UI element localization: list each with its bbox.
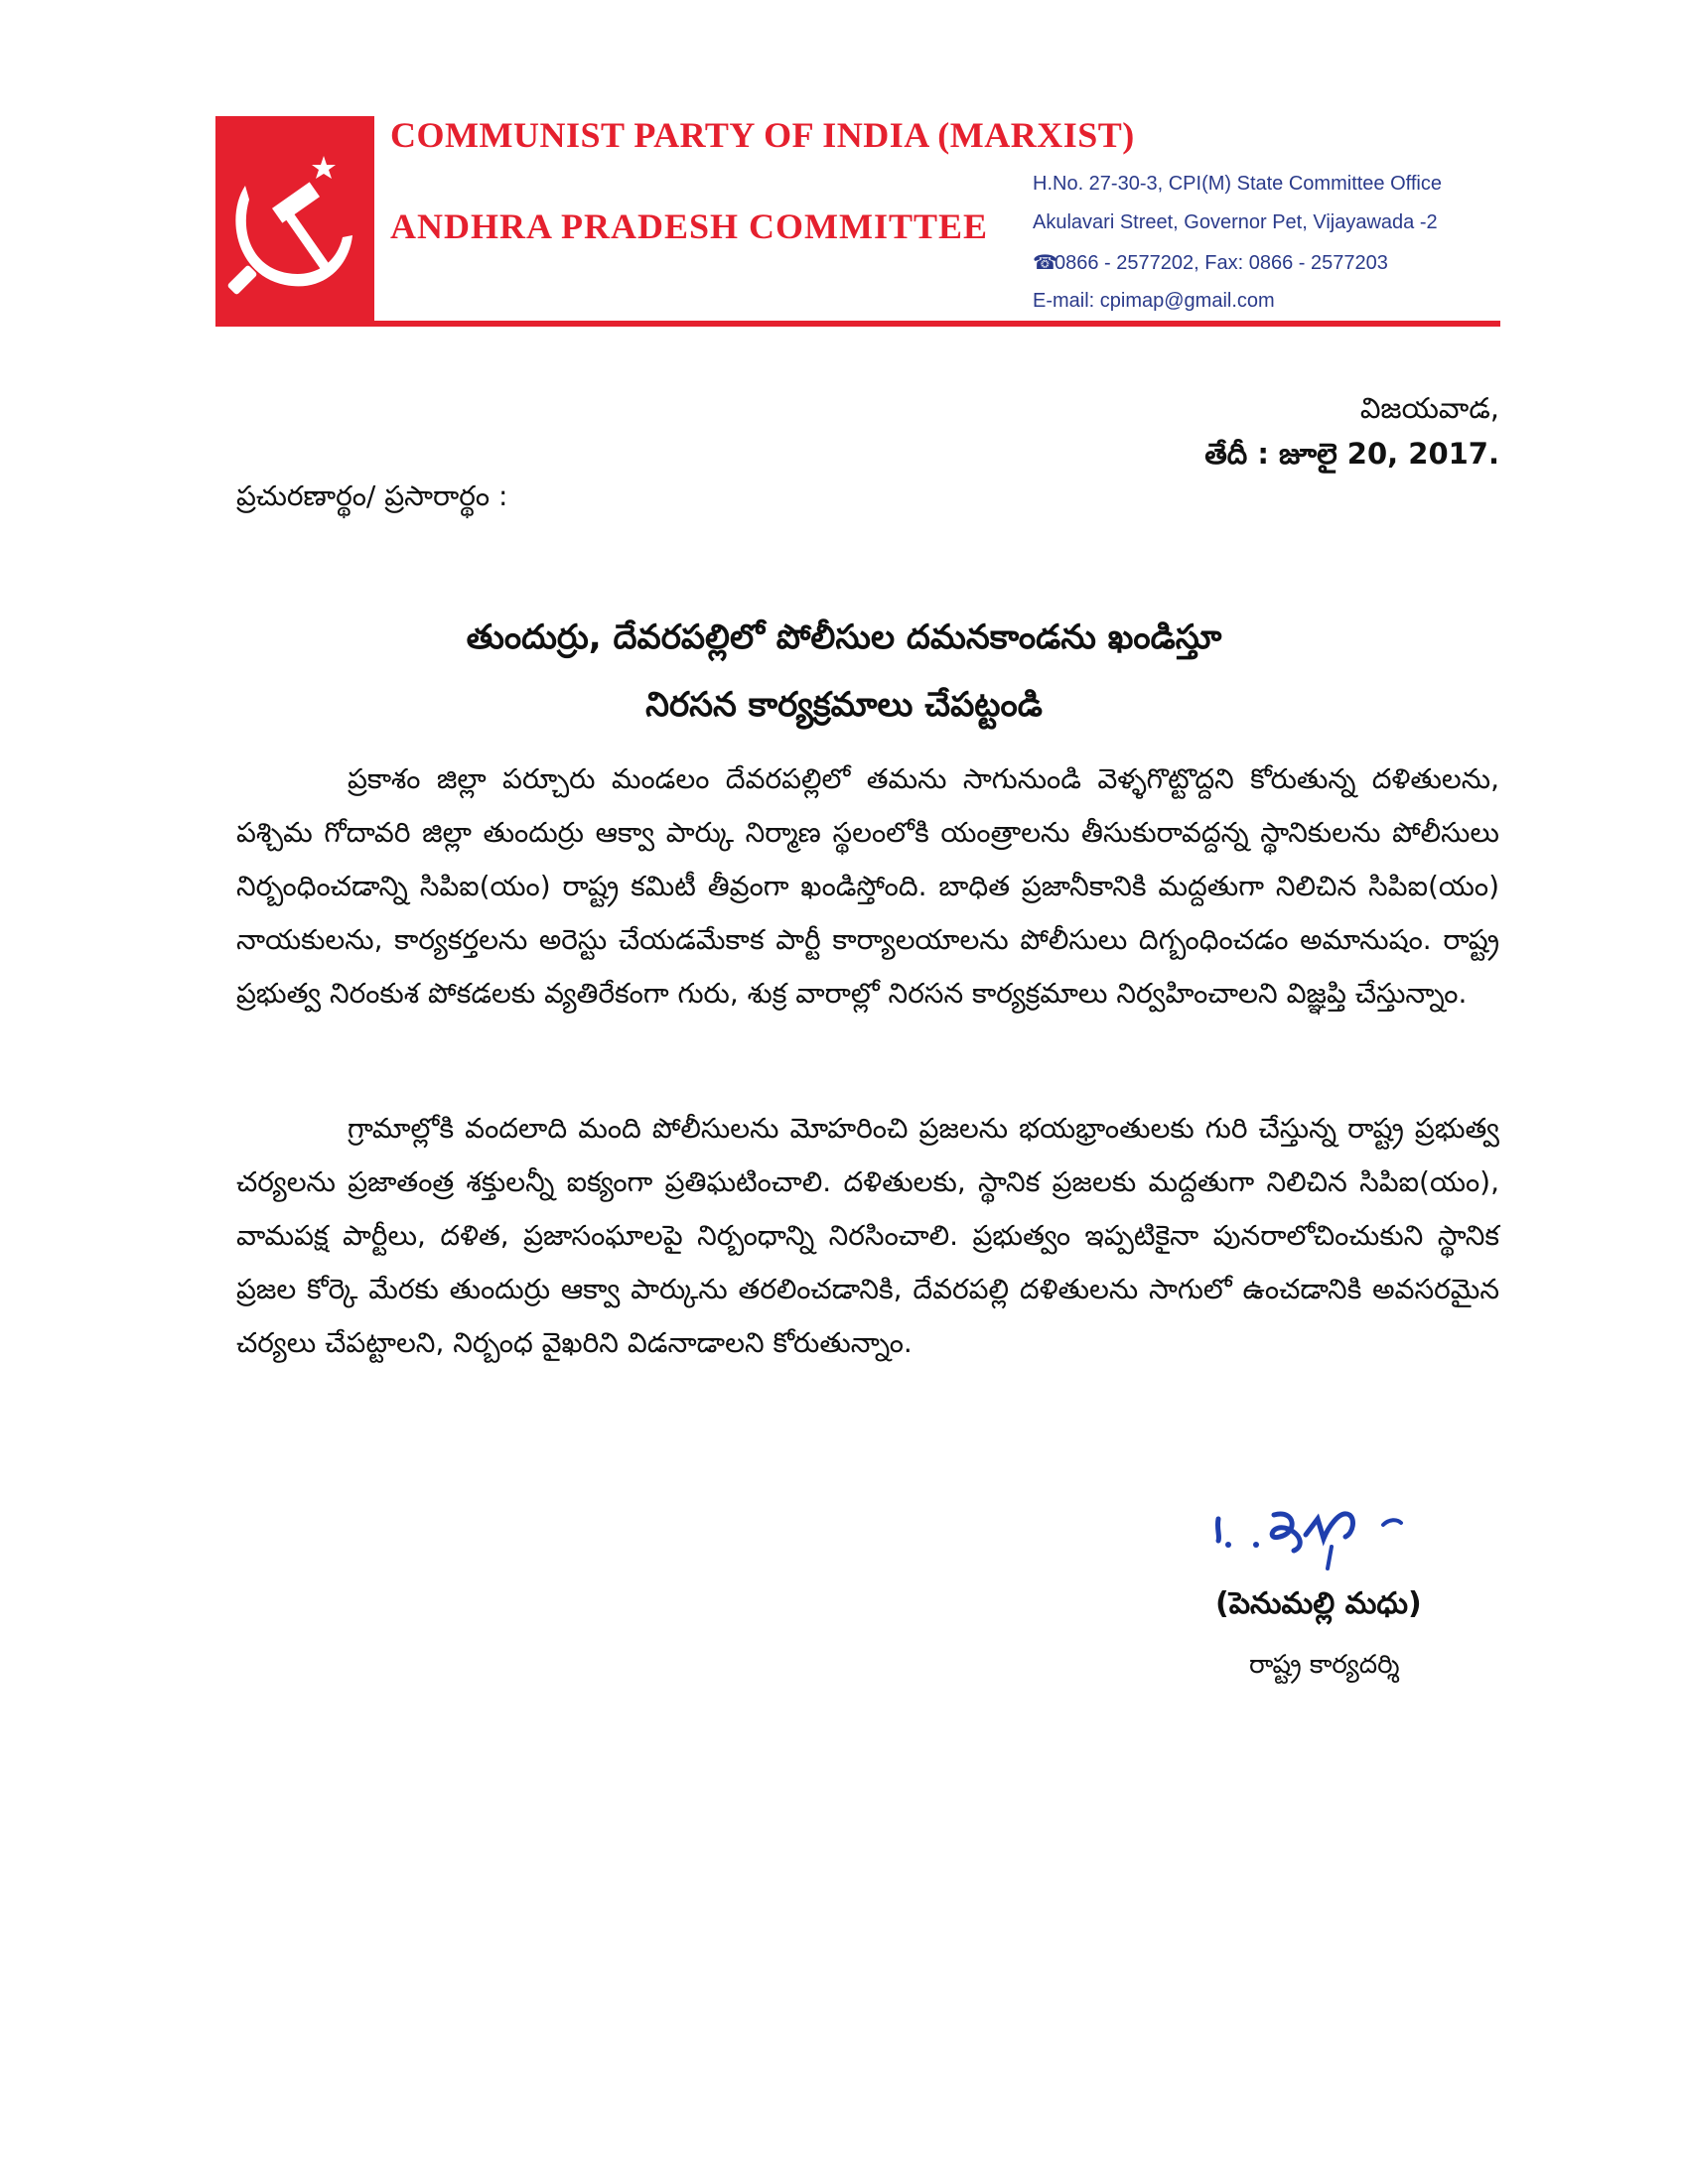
body-paragraph-1 bbox=[236, 752, 1499, 1021]
phone-text: 0866 - 2577202, Fax: 0866 - 2577203 bbox=[1055, 252, 1388, 274]
header-divider bbox=[374, 321, 1500, 327]
paragraph-1-text: ప్రకాశం జిల్లా పర్చూరు మండలం దేవరపల్లిలో తమను సాగునుండి వెళ్ళగొట్టొద్దని కోరుతున్న దళితులను, పశ్చిమ గోదావరి జిల్లా తుందుర్రు ఆక్వా పార్కు నిర్మాణ స్థలంలోకి యంత్రాలను తీసుకురావద్దన్న స్థానికులను పోలీసులు నిర్బంధించడాన్ని సిపిఐ(యం) రాష్ట్ర కమిటీ తీవ్రంగా ఖండిస్తోంది. బాధిత ప్రజానీకానికి మద్దతుగా నిలిచిన సిపిఐ(యం) నాయకులను, కార్యకర్తలను అరెస్టు చేయడమేకాక పార్టీ కార్యాలయాలను పోలీసులు దిగ్బంధించడం అమానుషం. రాష్ట్ర ప్రభుత్వ నిరంకుశ పోకడలకు వ్యతిరేకంగా గురు, శుక్ర వారాల్లో నిరసన కార్యక్రమాలు నిర్వహించాలని విజ్ఞప్తి చేస్తున్నాం. bbox=[236, 762, 1499, 1010]
paragraph-2-text: గ్రామాల్లోకి వందలాది మంది పోలీసులను మోహరించి ప్రజలను భయభ్రాంతులకు గురి చేస్తున్న రాష్ట్ర ప్రభుత్వ చర్యలను ప్రజాతంత్ర శక్తులన్నీ ఐక్యంగా ప్రతిఘటించాలి. దళితులకు, స్థానిక ప్రజలకు మద్దతుగా నిలిచిన సిపిఐ(యం), వామపక్ష పార్టీలు, దళిత, ప్రజాసంఘాలపై నిర్బంధాన్ని నిరసించాలి. ప్రభుత్వం ఇప్పటికైనా పునరాలోచించుకుని స్థానిక ప్రజల కోర్కె మేరకు తుందుర్రు ఆక్వా పార్కును తరలించడానికి, దేవరపల్లి దళితులను సాగులో ఉంచడానికి అవసరమైన చర్యలు చేపట్టాలని, నిర్బంధ వైఖరిని విడనాడాలని కోరుతున్నాం. bbox=[236, 1112, 1499, 1359]
party-logo bbox=[215, 116, 374, 327]
phone-icon: ☎ bbox=[1033, 252, 1057, 274]
place: విజయవాడ, bbox=[1359, 391, 1499, 425]
hammer-sickle-star-icon bbox=[215, 116, 374, 327]
signatory-role: రాష్ట్ర కార్యదర్శి bbox=[1249, 1650, 1400, 1680]
email-line: E-mail: cpimap@gmail.com bbox=[1033, 290, 1275, 312]
signatory-name: (పెనుమల్లి మధు) bbox=[1215, 1586, 1422, 1621]
headline-line-2: నిరసన కార్యక్రమాలు చేపట్టండి bbox=[645, 685, 1043, 725]
phone-line bbox=[1033, 250, 1388, 275]
address-line-2: Akulavari Street, Governor Pet, Vijayawada -2 bbox=[1033, 211, 1438, 233]
date: తేదీ : జూలై 20, 2017. bbox=[1204, 437, 1499, 471]
body-paragraph-2 bbox=[236, 1102, 1499, 1370]
org-name: COMMUNIST PARTY OF INDIA (MARXIST) bbox=[390, 115, 1135, 155]
handwritten-signature bbox=[1206, 1489, 1465, 1578]
committee-name: ANDHRA PRADESH COMMITTEE bbox=[390, 206, 989, 246]
headline-line-1: తుందుర్రు, దేవరపల్లిలో పోలీసుల దమనకాండను ఖండిస్తూ bbox=[466, 617, 1222, 657]
publication-label: ప్రచురణార్థం/ ప్రసారార్థం : bbox=[236, 479, 508, 512]
address-line-1: H.No. 27-30-3, CPI(M) State Committee Office bbox=[1033, 173, 1442, 195]
